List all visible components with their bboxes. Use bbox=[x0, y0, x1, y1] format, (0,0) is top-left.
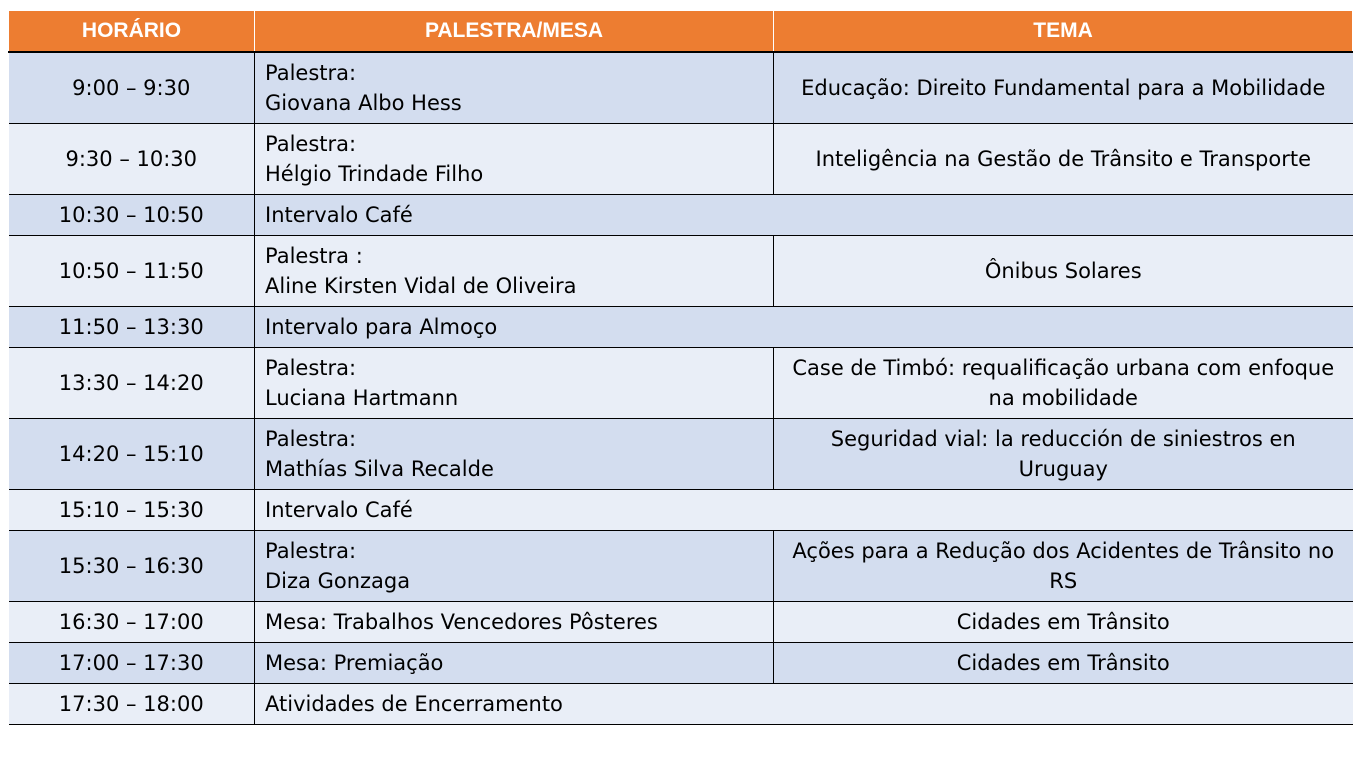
time-cell: 14:20 – 15:10 bbox=[9, 419, 255, 490]
table-row bbox=[9, 348, 1353, 419]
table-row bbox=[9, 490, 1353, 531]
talk-kind: Palestra : bbox=[265, 244, 363, 268]
speaker-name: Hélgio Trindade Filho bbox=[265, 162, 484, 186]
talk-cell bbox=[255, 236, 774, 307]
time-cell: 15:10 – 15:30 bbox=[9, 490, 255, 531]
schedule-table bbox=[8, 10, 1353, 725]
speaker-name: Giovana Albo Hess bbox=[265, 91, 462, 115]
table-row bbox=[9, 531, 1353, 602]
header-row bbox=[9, 11, 1353, 53]
talk-kind: Palestra: bbox=[265, 132, 357, 156]
time-cell: 17:00 – 17:30 bbox=[9, 643, 255, 684]
table-row bbox=[9, 643, 1353, 684]
talk-kind: Palestra: bbox=[265, 61, 357, 85]
theme-cell: Educação: Direito Fundamental para a Mobilidade bbox=[774, 52, 1353, 124]
speaker-name: Diza Gonzaga bbox=[265, 569, 411, 593]
time-cell: 11:50 – 13:30 bbox=[9, 307, 255, 348]
talk-kind: Palestra: bbox=[265, 539, 357, 563]
table-row bbox=[9, 236, 1353, 307]
table-row bbox=[9, 419, 1353, 490]
table-row bbox=[9, 602, 1353, 643]
speaker-name: Aline Kirsten Vidal de Oliveira bbox=[265, 274, 577, 298]
talk-cell bbox=[255, 52, 774, 124]
time-cell: 10:30 – 10:50 bbox=[9, 195, 255, 236]
header-time: HORÁRIO bbox=[9, 11, 255, 53]
panel-cell: Mesa: Trabalhos Vencedores Pôsteres bbox=[255, 602, 774, 643]
speaker-name: Mathías Silva Recalde bbox=[265, 457, 494, 481]
time-cell: 17:30 – 18:00 bbox=[9, 684, 255, 725]
speaker-name: Luciana Hartmann bbox=[265, 386, 459, 410]
talk-cell bbox=[255, 531, 774, 602]
theme-cell: Inteligência na Gestão de Trânsito e Transporte bbox=[774, 124, 1353, 195]
talk-cell bbox=[255, 124, 774, 195]
break-cell: Intervalo para Almoço bbox=[255, 307, 1353, 348]
table-row bbox=[9, 124, 1353, 195]
time-cell: 10:50 – 11:50 bbox=[9, 236, 255, 307]
talk-kind: Palestra: bbox=[265, 356, 357, 380]
theme-cell: Case de Timbó: requalificação urbana com enfoque na mobilidade bbox=[774, 348, 1353, 419]
time-cell: 16:30 – 17:00 bbox=[9, 602, 255, 643]
talk-cell bbox=[255, 419, 774, 490]
theme-cell: Ações para a Redução dos Acidentes de Trânsito no RS bbox=[774, 531, 1353, 602]
break-cell: Intervalo Café bbox=[255, 490, 1353, 531]
time-cell: 15:30 – 16:30 bbox=[9, 531, 255, 602]
time-cell: 13:30 – 14:20 bbox=[9, 348, 255, 419]
theme-cell: Ônibus Solares bbox=[774, 236, 1353, 307]
talk-kind: Palestra: bbox=[265, 427, 357, 451]
break-cell: Intervalo Café bbox=[255, 195, 1353, 236]
panel-cell: Mesa: Premiação bbox=[255, 643, 774, 684]
header-theme: TEMA bbox=[774, 11, 1353, 53]
theme-cell: Seguridad vial: la reducción de siniestros en Uruguay bbox=[774, 419, 1353, 490]
time-cell: 9:00 – 9:30 bbox=[9, 52, 255, 124]
time-cell: 9:30 – 10:30 bbox=[9, 124, 255, 195]
table-row bbox=[9, 195, 1353, 236]
talk-cell bbox=[255, 348, 774, 419]
closing-cell: Atividades de Encerramento bbox=[255, 684, 1353, 725]
theme-cell: Cidades em Trânsito bbox=[774, 602, 1353, 643]
table-row bbox=[9, 684, 1353, 725]
header-talk: PALESTRA/MESA bbox=[255, 11, 774, 53]
table-row bbox=[9, 307, 1353, 348]
theme-cell: Cidades em Trânsito bbox=[774, 643, 1353, 684]
table-row bbox=[9, 52, 1353, 124]
